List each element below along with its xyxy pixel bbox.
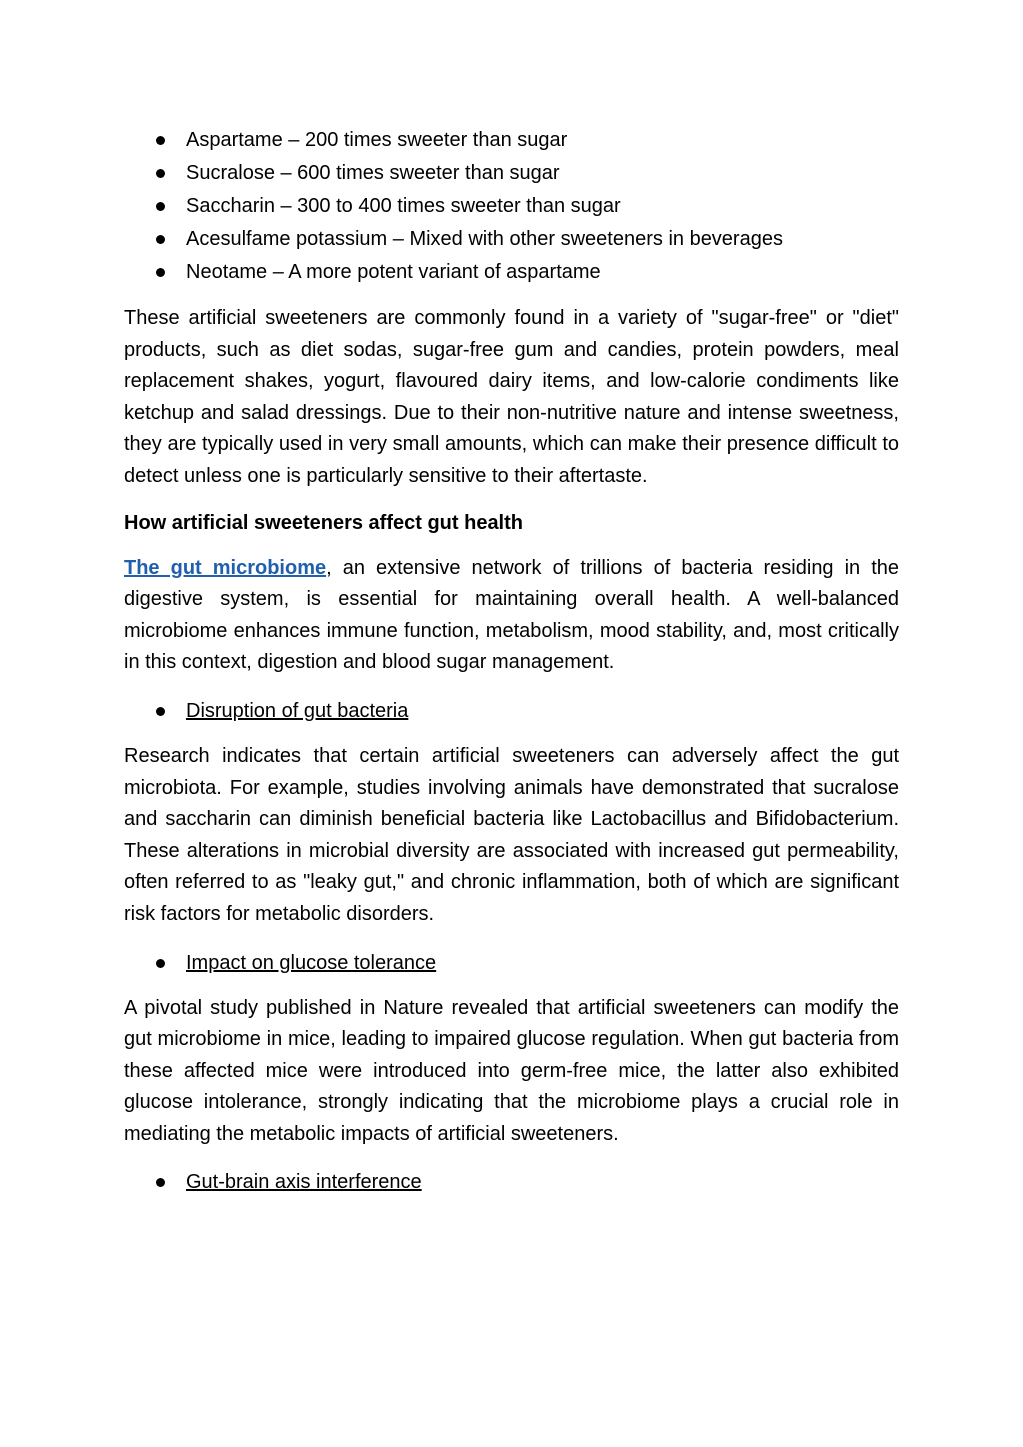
subheading-disruption-list	[124, 695, 899, 727]
list-item	[124, 223, 899, 256]
document-content	[124, 124, 899, 1198]
bullet-icon	[156, 1178, 165, 1187]
sweeteners-list	[124, 124, 899, 289]
list-item	[124, 190, 899, 223]
subheading-item	[124, 695, 899, 727]
list-item	[124, 256, 899, 289]
paragraph-glucose: A pivotal study published in Nature revealed that artificial sweeteners can modify the gut microbiome in mice, leading to impaired glucose regulation. When gut bacteria from these affected mice were introduced into germ-free mice, the latter also exhibited glucose intolerance, strongly indicating that the microbiome plays a crucial role in mediating the metabolic impacts of artificial sweeteners.	[124, 996, 899, 1145]
subheading-gutbrain-list	[124, 1166, 899, 1198]
section-heading: How artificial sweeteners affect gut health	[124, 511, 523, 534]
paragraph-microbiome-text: , an extensive network of trillions of bacteria residing in the digestive system, is essential for maintaining overall health. A well-balanced microbiome enhances immune function, metabolism, mood stability, and, most critically in this context, digestion and blood sugar management.	[124, 556, 900, 674]
subheading-gutbrain: Gut-brain axis interference	[186, 1171, 422, 1194]
paragraph-microbiome	[124, 553, 899, 679]
list-item-text: Saccharin – 300 to 400 times sweeter than sugar	[186, 195, 621, 217]
subheading-glucose: Impact on glucose tolerance	[186, 951, 437, 974]
list-item-text: Acesulfame potassium – Mixed with other sweeteners in beverages	[186, 228, 783, 250]
subheading-disruption: Disruption of gut bacteria	[186, 699, 409, 722]
subheading-item	[124, 1166, 899, 1198]
list-item-text: Aspartame – 200 times sweeter than sugar	[186, 129, 568, 151]
bullet-icon	[156, 959, 165, 968]
bullet-icon	[156, 136, 165, 145]
bullet-icon	[156, 268, 165, 277]
bullet-icon	[156, 707, 165, 716]
subheading-item	[124, 947, 899, 979]
bullet-icon	[156, 169, 165, 178]
list-item	[124, 124, 899, 157]
list-item-text: Sucralose – 600 times sweeter than sugar	[186, 162, 560, 184]
list-item	[124, 157, 899, 190]
gut-microbiome-link[interactable]: The gut microbiome	[124, 556, 327, 579]
paragraph-disruption: Research indicates that certain artificial sweeteners can adversely affect the gut microbiota. For example, studies involving animals have demonstrated that sucralose and saccharin can diminish beneficial bacteria like Lactobacillus and Bifidobacterium. These alterations in microbial diversity are associated with increased gut permeability, often referred to as "leaky gut," and chronic inflammation, both of which are significant risk factors for metabolic disorders.	[124, 744, 899, 925]
bullet-icon	[156, 235, 165, 244]
paragraph-products: These artificial sweeteners are commonly found in a variety of "sugar-free" or "diet" products, such as diet sodas, sugar-free gum and candies, protein powders, meal replacement shakes, yogurt, flavoured dairy items, and low-calorie condiments like ketchup and salad dressings. Due to their non-nutritive nature and intense sweetness, they are typically used in very small amounts, which can make their presence difficult to detect unless one is particularly sensitive to their aftertaste.	[124, 307, 899, 487]
subheading-glucose-list	[124, 947, 899, 979]
list-item-text: Neotame – A more potent variant of aspartame	[186, 261, 601, 283]
bullet-icon	[156, 202, 165, 211]
